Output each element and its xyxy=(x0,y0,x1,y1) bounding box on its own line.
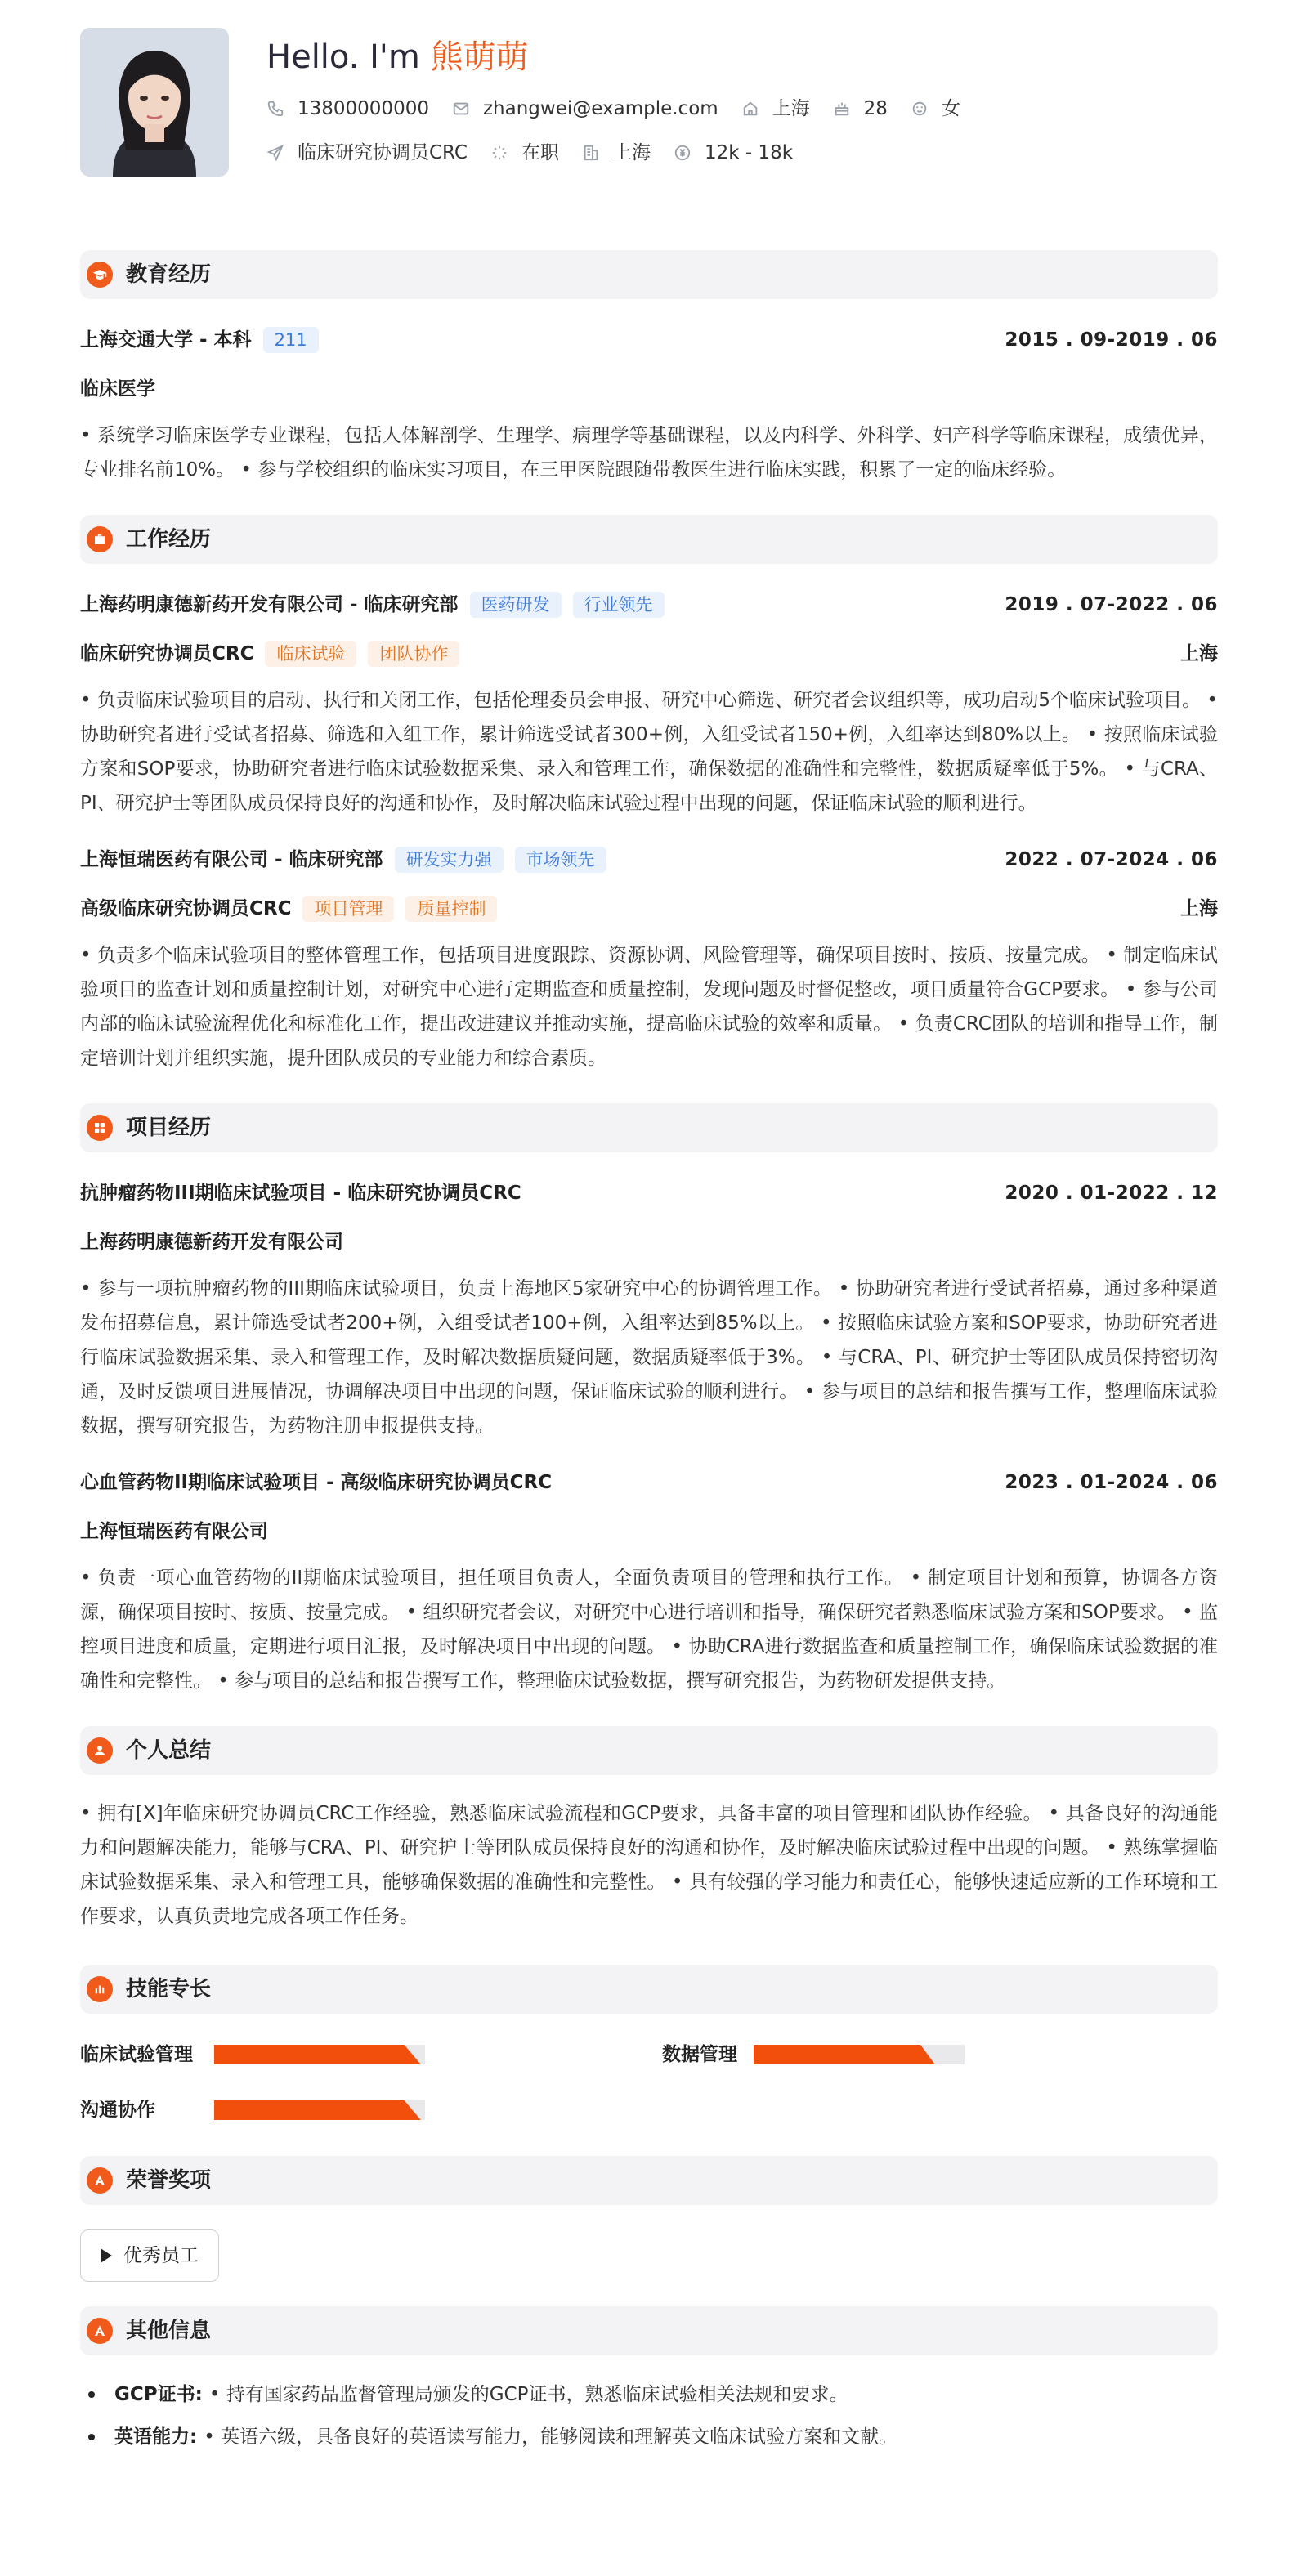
project-desc: • 负责一项心血管药物的II期临床试验项目，担任项目负责人，全面负责项目的管理和执行工作。 • 制定项目计划和预算，协调各方资源，确保项目按时、按质、按量完成。 • 组织研究者会议，对研究中心进行培训和指导，确保研究者熟悉临床试验方案和SOP要求。 • 监控项目进度和质量，定期进行项目汇报，及时解决项目中出现的问题。 • 协助CRA进行数据监查和质量控制工作，确保临床试验数据的准确性和完整性。 • 参与项目的总结和报告撰写工作，整理临床试验数据，撰写研究报告，为药物研发提供支持。 xyxy=(80,1568,1218,1692)
project-entry xyxy=(80,1466,1218,1698)
section-title: 项目经历 xyxy=(126,1115,212,1140)
other-key: 英语能力: xyxy=(114,2426,198,2448)
greeting xyxy=(266,34,983,80)
section-title: 个人总结 xyxy=(126,1737,212,1763)
city-text: 上海 xyxy=(772,97,810,119)
skill-label: 临床试验管理 xyxy=(80,2043,193,2065)
section-title: 荣誉奖项 xyxy=(126,2167,212,2193)
skill-bar-fill xyxy=(754,2045,935,2064)
work-city-item xyxy=(582,139,651,168)
section-title: 技能专长 xyxy=(126,1976,212,2001)
contact-row xyxy=(266,95,983,123)
status-text: 在职 xyxy=(521,141,559,163)
role-title: 高级临床研究协调员CRC xyxy=(80,897,292,919)
section-awards xyxy=(80,2156,1218,2205)
gender-text: 女 xyxy=(941,97,960,119)
award-icon xyxy=(87,2167,113,2194)
job-row xyxy=(266,139,983,167)
project-title: 抗肿瘤药物III期临床试验项目 - 临床研究协调员CRC xyxy=(80,1182,521,1204)
mail-icon xyxy=(452,100,470,118)
company-tag: 行业领先 xyxy=(573,592,665,618)
skill-bar xyxy=(754,2045,965,2064)
resume-header xyxy=(80,28,1218,191)
phone-item xyxy=(266,95,429,123)
header-info xyxy=(266,28,983,167)
age-text: 28 xyxy=(863,97,888,119)
education-header xyxy=(80,324,1218,356)
award-text: 优秀员工 xyxy=(123,2244,199,2266)
role-tag: 项目管理 xyxy=(302,896,394,922)
yen-icon xyxy=(674,144,692,162)
work-city-text: 上海 xyxy=(612,141,651,163)
section-work xyxy=(80,515,1218,564)
greeting-text: Hello. I'm xyxy=(266,38,431,76)
candidate-name: 熊萌萌 xyxy=(430,38,529,76)
section-project xyxy=(80,1103,1218,1152)
bar-chart-icon xyxy=(87,1976,113,2002)
section-summary xyxy=(80,1726,1218,1775)
other-value: • 英语六级，具备良好的英语读写能力，能够阅读和理解英文临床试验方案和文献。 xyxy=(204,2426,898,2448)
bullet-icon xyxy=(88,2434,95,2440)
project-org: 上海恒瑞医药有限公司 xyxy=(80,1520,268,1542)
loading-icon xyxy=(490,144,508,162)
work-desc: • 负责临床试验项目的启动、执行和关闭工作，包括伦理委员会申报、研究中心筛选、研究者会议组织等，成功启动5个临床试验项目。 • 协助研究者进行受试者招募、筛选和入组工作，累计筛选受试者300+例，入组受试者150+例，入组率达到80%以上。 • 按照临床试验方案和SOP要求，协助研究者进行临床试验数据采集、录入和管理工作，确保数据的准确性和完整性，数据质疑率低于5%。 • 与CRA、PI、研究护士等团队成员保持良好的沟通和协作，及时解决临床试验过程中出现的问题，保证临床试验的顺利进行。 xyxy=(80,690,1218,814)
email-item xyxy=(452,95,718,123)
send-icon xyxy=(266,144,284,162)
phone-icon xyxy=(266,100,284,118)
skill-label: 沟通协作 xyxy=(80,2099,155,2121)
position-item xyxy=(266,139,468,168)
gender-item xyxy=(911,95,960,123)
avatar xyxy=(80,28,229,177)
project-entry xyxy=(80,1177,1218,1443)
skill-bar-fill xyxy=(214,2100,421,2120)
work-city: 上海 xyxy=(1180,897,1218,919)
skill-bar xyxy=(214,2045,425,2064)
major-text: 临床医学 xyxy=(80,378,155,400)
phone-text: 13800000000 xyxy=(298,97,429,119)
section-education xyxy=(80,250,1218,299)
work-date: 2022 . 07-2024 . 06 xyxy=(1005,848,1218,870)
major xyxy=(80,373,1218,405)
age-item xyxy=(833,95,888,123)
skill-bar-fill xyxy=(214,2045,421,2064)
education-desc: • 系统学习临床医学专业课程，包括人体解剖学、生理学、病理学等基础课程，以及内科学、外科学、妇产科学等临床课程，成绩优异，专业排名前10%。 • 参与学校组织的临床实习项目，在三甲医院跟随带教医生进行临床实践，积累了一定的临床经验。 xyxy=(80,425,1218,481)
skills-grid xyxy=(80,2038,1218,2127)
school-name: 上海交通大学 - 本科 xyxy=(80,329,252,351)
project-desc: • 参与一项抗肿瘤药物的III期临床试验项目，负责上海地区5家研究中心的协调管理工作。 • 协助研究者进行受试者招募，通过多种渠道发布招募信息，累计筛选受试者200+例，入组受试者100+例，入组率达到85%以上。 • 按照临床试验方案和SOP要求，协助研究者进行临床试验数据采集、录入和管理工作，及时解决数据质疑问题，数据质疑率低于3%。 • 与CRA、PI、研究护士等团队成员保持密切沟通，及时反馈项目进展情况，协调解决项目中出现的问题，保证临床试验的顺利进行。 • 参与项目的总结和报告撰写工作，整理临床试验数据，撰写研究报告，为药物注册申报提供支持。 xyxy=(80,1278,1218,1437)
section-title: 工作经历 xyxy=(126,526,212,552)
project-org: 上海药明康德新药开发有限公司 xyxy=(80,1231,343,1253)
role-tag: 团队协作 xyxy=(368,641,459,667)
summary-text: • 拥有[X]年临床研究协调员CRC工作经验，熟悉临床试验流程和GCP要求，具备丰富的项目管理和团队协作经验。 • 具备良好的沟通能力和问题解决能力，能够与CRA、PI、研究护士等团队成员保持良好的沟通和协作，及时解决临床试验过程中出现的问题。 • 熟练掌握临床试验数据采集、录入和管理工具，能够确保数据的准确性和完整性。 • 具有较强的学习能力和责任心，能够快速适应新的工作环境和工作要求，认真负责地完成各项工作任务。 xyxy=(80,1803,1218,1927)
summary-entry xyxy=(80,1796,1218,1934)
education-entry xyxy=(80,324,1218,487)
section-skills xyxy=(80,1965,1218,2014)
grid-icon xyxy=(87,1115,113,1141)
work-entry xyxy=(80,843,1218,1076)
position-text: 临床研究协调员CRC xyxy=(298,141,468,163)
project-date: 2023 . 01-2024 . 06 xyxy=(1005,1471,1218,1493)
school-tag: 211 xyxy=(263,327,319,353)
section-title: 教育经历 xyxy=(126,262,212,287)
other-list xyxy=(80,2373,1218,2458)
other-value: • 持有国家药品监督管理局颁发的GCP证书，熟悉临床试验相关法规和要求。 xyxy=(208,2383,848,2405)
education-date: 2015 . 09-2019 . 06 xyxy=(1005,329,1218,351)
section-title: 其他信息 xyxy=(126,2318,212,2343)
skill-item xyxy=(80,2094,662,2127)
status-item xyxy=(490,139,559,168)
company-name: 上海药明康德新药开发有限公司 - 临床研究部 xyxy=(80,593,459,615)
cake-icon xyxy=(833,100,851,118)
briefcase-icon xyxy=(87,526,113,552)
work-city: 上海 xyxy=(1180,642,1218,664)
work-date: 2019 . 07-2022 . 06 xyxy=(1005,593,1218,615)
building-icon xyxy=(582,144,600,162)
company-tag: 市场领先 xyxy=(515,847,606,873)
salary-item xyxy=(674,139,793,168)
other-key: GCP证书: xyxy=(114,2383,203,2405)
role-title: 临床研究协调员CRC xyxy=(80,642,254,664)
project-title: 心血管药物II期临床试验项目 - 高级临床研究协调员CRC xyxy=(80,1471,553,1493)
skill-item xyxy=(662,2038,1218,2071)
work-desc: • 负责多个临床试验项目的整体管理工作，包括项目进度跟踪、资源协调、风险管理等，确保项目按时、按质、按量完成。 • 制定临床试验项目的监查计划和质量控制计划，对研究中心进行定期监查和质量控制，发现问题及时督促整改，项目质量符合GCP要求。 • 参与公司内部的临床试验流程优化和标准化工作，提出改进建议并推动实施，提高临床试验的效率和质量。 • 负责CRC团队的培训和指导工作，制定培训计划并组织实施，提升团队成员的专业能力和综合素质。 xyxy=(80,945,1218,1069)
skill-label: 数据管理 xyxy=(662,2043,737,2065)
list-item xyxy=(80,2416,1218,2458)
skill-bar xyxy=(214,2100,425,2120)
info-icon xyxy=(87,2318,113,2344)
company-tag: 医药研发 xyxy=(470,592,562,618)
user-icon xyxy=(87,1737,113,1764)
home-icon xyxy=(741,100,759,118)
section-other xyxy=(80,2306,1218,2355)
role-tag: 质量控制 xyxy=(405,896,497,922)
bullet-icon xyxy=(88,2391,95,2398)
play-icon xyxy=(101,2248,112,2263)
graduation-cap-icon xyxy=(87,262,113,288)
award-item xyxy=(80,2229,219,2282)
salary-text: 12k - 18k xyxy=(704,141,794,163)
city-item xyxy=(741,95,810,123)
project-date: 2020 . 01-2022 . 12 xyxy=(1005,1182,1218,1204)
list-item xyxy=(80,2373,1218,2416)
email-text: zhangwei@example.com xyxy=(482,97,718,119)
company-tag: 研发实力强 xyxy=(395,847,504,873)
role-tag: 临床试验 xyxy=(265,641,356,667)
gender-icon xyxy=(911,100,929,118)
work-entry xyxy=(80,588,1218,821)
skill-item xyxy=(80,2038,662,2071)
company-name: 上海恒瑞医药有限公司 - 临床研究部 xyxy=(80,848,383,870)
